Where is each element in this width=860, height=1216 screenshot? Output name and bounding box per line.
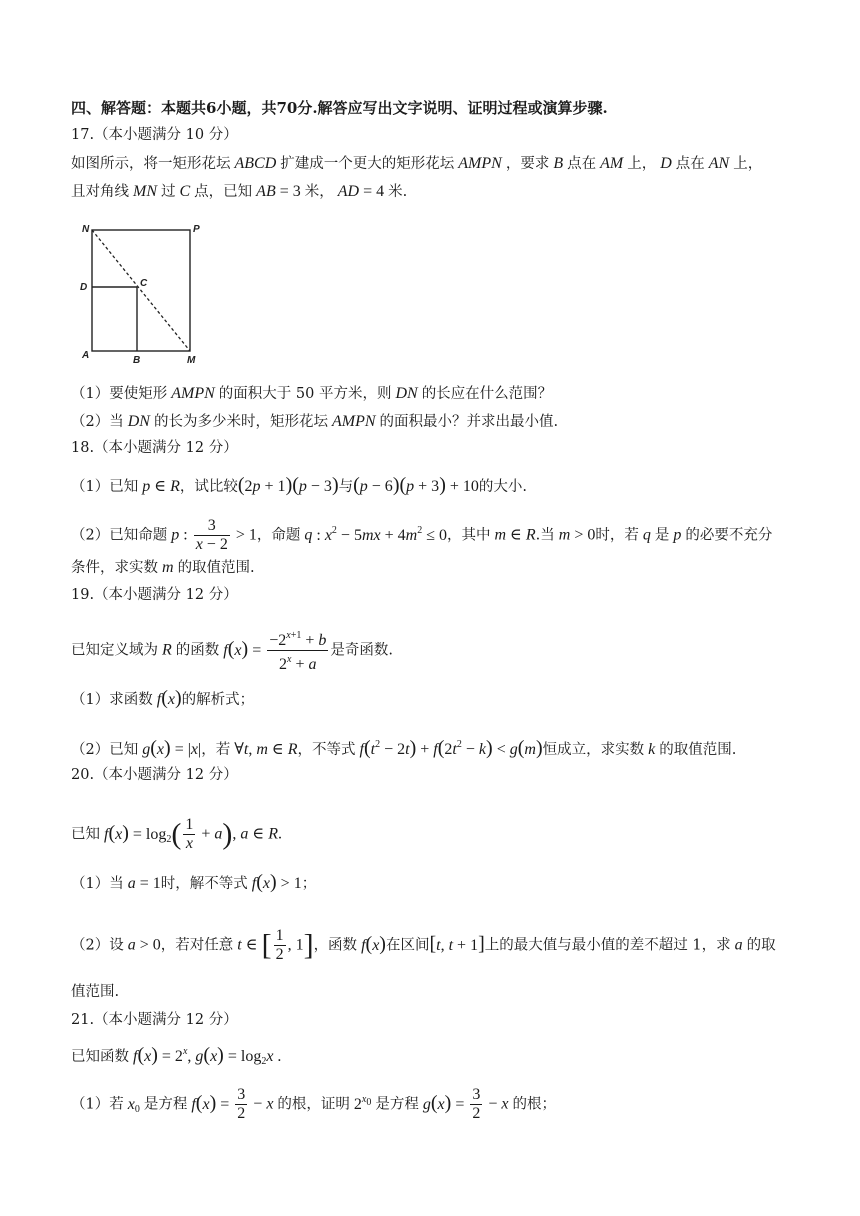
q19-part-2: （2）已知 g(x) = |x|，若 ∀t, m ∈ R，不等式 $f(t^2 - 2t) + f(2t^2 - k) < g(m)$恒成立，求实数 k 的取值范围. xyxy=(71,737,737,759)
q21-part-1: （1）若 $x_0$ 是方程 f(x) = $\frac{3}{2}$ − x 的根，证明 $2^{x_0}$ 是方程 g(x) = $\frac{3}{2}$ − x 的根； xyxy=(71,1086,556,1122)
q20-part-1: （1）当 a = 1时，解不等式 f(x) > 1； xyxy=(71,871,317,893)
q17-line-1: 如图所示，将一矩形花坛 ABCD 扩建成一个更大的矩形花坛 AMPN ，要求 B 点在 AM 上， D 点在 AN 上， xyxy=(71,155,763,172)
q19-line-1: 已知定义域为 R 的函数 f(x) = $\frac{-2^{x+1} + b}{2^x + a}$ 是奇函数. xyxy=(71,627,393,674)
q19-number: 19.（本小题满分 12 分） xyxy=(71,587,238,603)
label-C: C xyxy=(140,278,148,289)
label-P: P xyxy=(193,224,200,235)
q17-line-2: 且对角线 MN 过 C 点，已知 AB = 3 米， AD = 4 米. xyxy=(71,183,408,200)
q18-number: 18.（本小题满分 12 分） xyxy=(71,440,238,456)
q20-number: 20.（本小题满分 12 分） xyxy=(71,767,238,783)
q17-part-2: （2）当 DN 的长为多少米时，矩形花坛 AMPN 的面积最小？并求出最小值. xyxy=(71,413,559,430)
q19-part-1: （1）求函数 f(x)的解析式； xyxy=(71,687,255,709)
q18-part-2: （2）已知命题 p : $\frac{3}{x - 2}$ > 1，命题 q : $x^2 - 5mx + 4m^2 \le 0$，其中 m ∈ R.当 m > 0时，若 q 是 p 的必要不充分 xyxy=(71,517,773,553)
q17-number: 17.（本小题满分 10 分） xyxy=(71,127,238,143)
q18-part-1: （1）已知 p ∈ R，试比较(2p + 1)(p − 3)与(p − 6)(p + 3) + 10的大小. xyxy=(71,474,527,496)
q21-line-1: 已知函数 $f(x) = 2^x$, $g(x) = \log_2x$ . xyxy=(71,1044,282,1067)
label-M: M xyxy=(187,355,196,365)
q20-line-1: 已知 $f(x) = \log_2$( $\frac{1}{x}$ + a), a ∈ R. xyxy=(71,816,283,852)
q17-part-1: （1）要使矩形 AMPN 的面积大于 50 平方米，则 DN 的长应在什么范围？ xyxy=(71,385,553,402)
q18-part-2-cont: 条件，求实数 m 的取值范围. xyxy=(71,559,255,576)
label-N: N xyxy=(82,224,90,235)
label-A: A xyxy=(82,350,90,361)
rectangle-figure xyxy=(78,220,208,365)
label-D: D xyxy=(80,282,88,293)
q20-part-2-cont: 值范围. xyxy=(71,984,120,1000)
q20-part-2: （2）设 a > 0，若对任意 t ∈ [ $\frac{1}{2}$ , 1]，函数 f(x)在区间[t, t + 1]上的最大值与最小值的差不超过 1，求 a 的取 xyxy=(71,927,776,963)
section-header: 四、解答题：本题共6小题，共70分.解答应写出文字说明、证明过程或演算步骤. xyxy=(71,99,608,117)
q21-number: 21.（本小题满分 12 分） xyxy=(71,1012,238,1028)
label-B: B xyxy=(133,355,141,365)
